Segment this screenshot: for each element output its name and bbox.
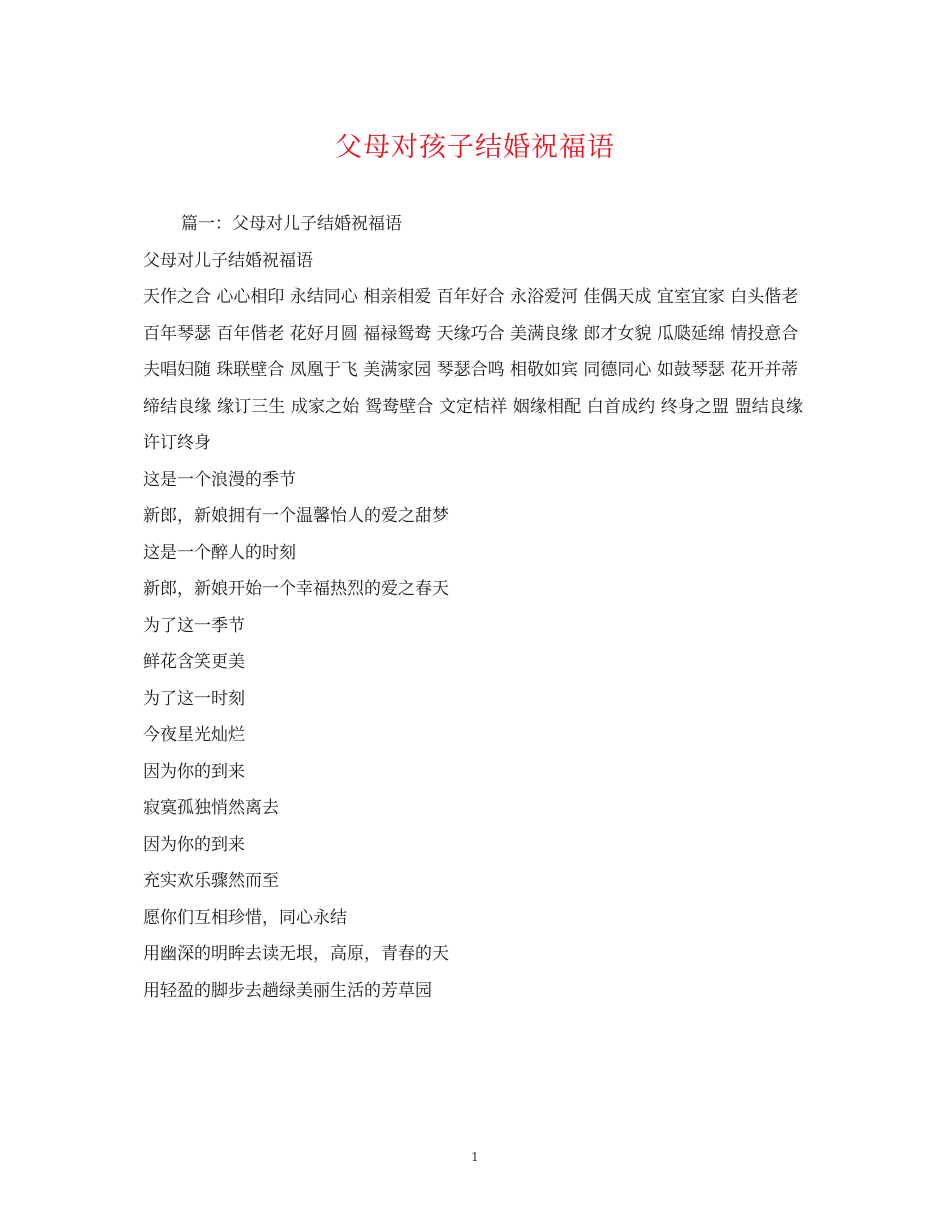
section-heading: 篇一：父母对儿子结婚祝福语 — [181, 214, 402, 234]
paragraph: 用幽深的明眸去读无垠，高原，青春的天 — [143, 944, 449, 964]
paragraph: 充实欢乐骤然而至 — [143, 871, 279, 891]
document-title: 父母对孩子结婚祝福语 — [335, 132, 615, 163]
paragraph: 愿你们互相珍惜，同心永结 — [143, 907, 347, 928]
paragraph: 今夜星光灿烂 — [143, 725, 245, 745]
paragraph: 为了这一季节 — [143, 615, 245, 636]
paragraph: 用轻盈的脚步去趟绿美丽生活的芳草园 — [143, 980, 432, 1001]
page-number: 1 — [471, 1150, 479, 1164]
paragraph: 因为你的到来 — [143, 761, 245, 782]
paragraph: 为了这一时刻 — [143, 688, 245, 709]
paragraph: 新郎，新娘拥有一个温馨怡人的爱之甜梦 — [143, 506, 449, 526]
paragraph: 天作之合 心心相印 永结同心 相亲相爱 百年好合 永浴爱河 佳偶天成 宜室宜家 白头偕老 — [143, 287, 799, 307]
paragraph: 缔结良缘 缘订三生 成家之始 鸳鸯壁合 文定桔祥 姻缘相配 白首成约 终身之盟 盟结良缘 许订终身 — [143, 396, 803, 453]
paragraph: 这是一个浪漫的季节 — [143, 469, 296, 490]
paragraph: 夫唱妇随 珠联壁合 凤凰于飞 美满家园 琴瑟合鸣 相敬如宾 同德同心 如鼓琴瑟 花开并蒂 — [143, 360, 799, 380]
paragraph: 父母对儿子结婚祝福语 — [143, 250, 313, 271]
paragraph: 这是一个醉人的时刻 — [143, 542, 296, 563]
paragraph: 新郎，新娘开始一个幸福热烈的爱之春天 — [143, 579, 449, 599]
paragraph: 寂寞孤独悄然离去 — [143, 798, 279, 818]
document-body — [143, 206, 803, 1009]
paragraph: 百年琴瑟 百年偕老 花好月圆 福禄鸳鸯 天缘巧合 美满良缘 郎才女貌 瓜瓞延绵 情投意合 — [143, 323, 799, 344]
paragraph: 鲜花含笑更美 — [143, 652, 245, 672]
paragraph: 因为你的到来 — [143, 834, 245, 855]
